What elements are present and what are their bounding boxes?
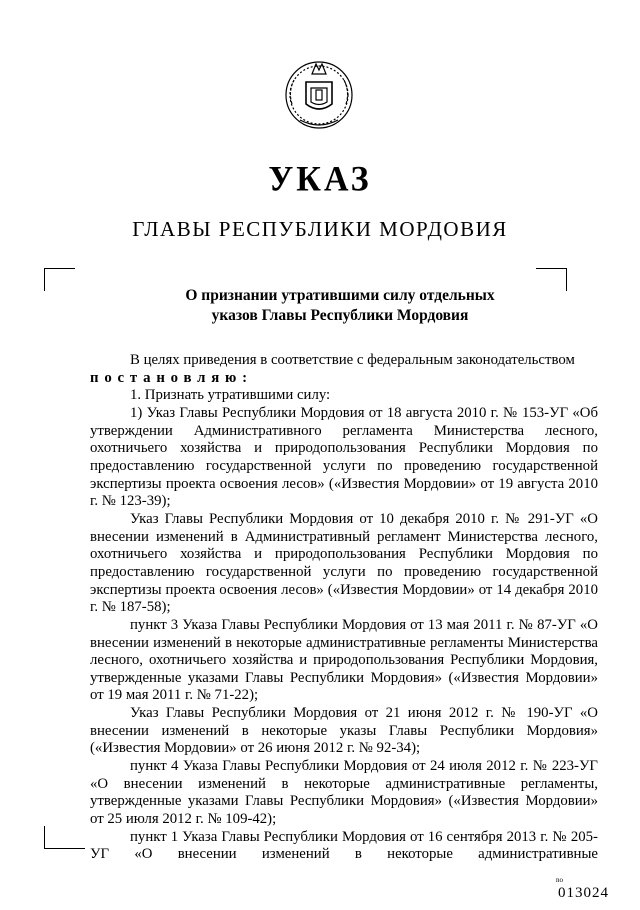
paragraph-1: 1) Указ Главы Республики Мордовия от 18 августа 2010 г. № 153-УГ «Об утверждении Административного регламента Министерства лесного, охотничьего хозяйства и природопользования Республики Мордовия по предоставлению государственной услуги по проведению государственной экспертизы проекта освоения лесов» («Известия Мордовии» от 19 августа 2010 г. № 123-39); bbox=[90, 404, 598, 510]
paragraph-5: пункт 4 Указа Главы Республики Мордовия от 24 июля 2012 г. № 223-УГ «О внесении изменений в некоторые административные регламенты, утвержденные указами Главы Республики Мордовия» («Известия Мордовии» от 25 июля 2012 г. № 109-42); bbox=[90, 758, 598, 828]
corner-mark-top-right bbox=[536, 268, 567, 291]
paragraph-2: Указ Главы Республики Мордовия от 10 декабря 2010 г. № 291-УГ «О внесении изменений в Административный регламент Министерства лесного, охотничьего хозяйства и природопользования Республики Мордовия по предоставлению государственной услуги по проведению государственной экспертизы проекта освоения лесов» («Известия Мордовии» от 14 декабря 2010 г. № 187-58); bbox=[90, 510, 598, 616]
document-heading bbox=[150, 286, 530, 326]
heading-line-2: указов Главы Республики Мордовия bbox=[211, 307, 469, 324]
document-subtitle: ГЛАВЫ РЕСПУБЛИКИ МОРДОВИЯ bbox=[132, 217, 508, 241]
paragraph-6: пункт 1 Указа Главы Республики Мордовия от 16 сентября 2013 г. № 205-УГ «О внесении изменений в некоторые административные bbox=[90, 828, 598, 863]
decree-word: постановляю: bbox=[90, 369, 253, 386]
coat-of-arms-emblem bbox=[278, 52, 360, 134]
document-title: УКАЗ bbox=[268, 160, 372, 199]
intro-paragraph: В целях приведения в соответствие с федеральным законодательством bbox=[130, 352, 575, 368]
paragraph-3: пункт 3 Указа Главы Республики Мордовия от 13 мая 2011 г. № 87-УГ «О внесении изменений в некоторые административные регламенты Министерства лесного, охотничьего хозяйства и природопользования Республики Мордовия, утвержденные указами Главы Республики Мордовия» («Известия Мордовии» от 19 мая 2011 г. № 71-22); bbox=[90, 616, 598, 704]
item-1-heading: 1. Признать утратившими силу: bbox=[130, 387, 331, 404]
heading-line-1: О признании утратившими силу отдельных bbox=[185, 287, 495, 304]
corner-mark-top-left bbox=[44, 268, 75, 291]
document-serial-number: 013024 bbox=[558, 885, 609, 901]
corner-mark-bottom-left bbox=[44, 826, 85, 849]
document-body bbox=[90, 352, 598, 864]
paragraph-4: Указ Главы Республики Мордовия от 21 июня 2012 г. № 190-УГ «О внесении изменений в некоторые указы Главы Республики Мордовия» («Известия Мордовии» от 26 июня 2012 г. № 92-34); bbox=[90, 705, 598, 757]
doc-number-prefix: no bbox=[556, 876, 563, 884]
